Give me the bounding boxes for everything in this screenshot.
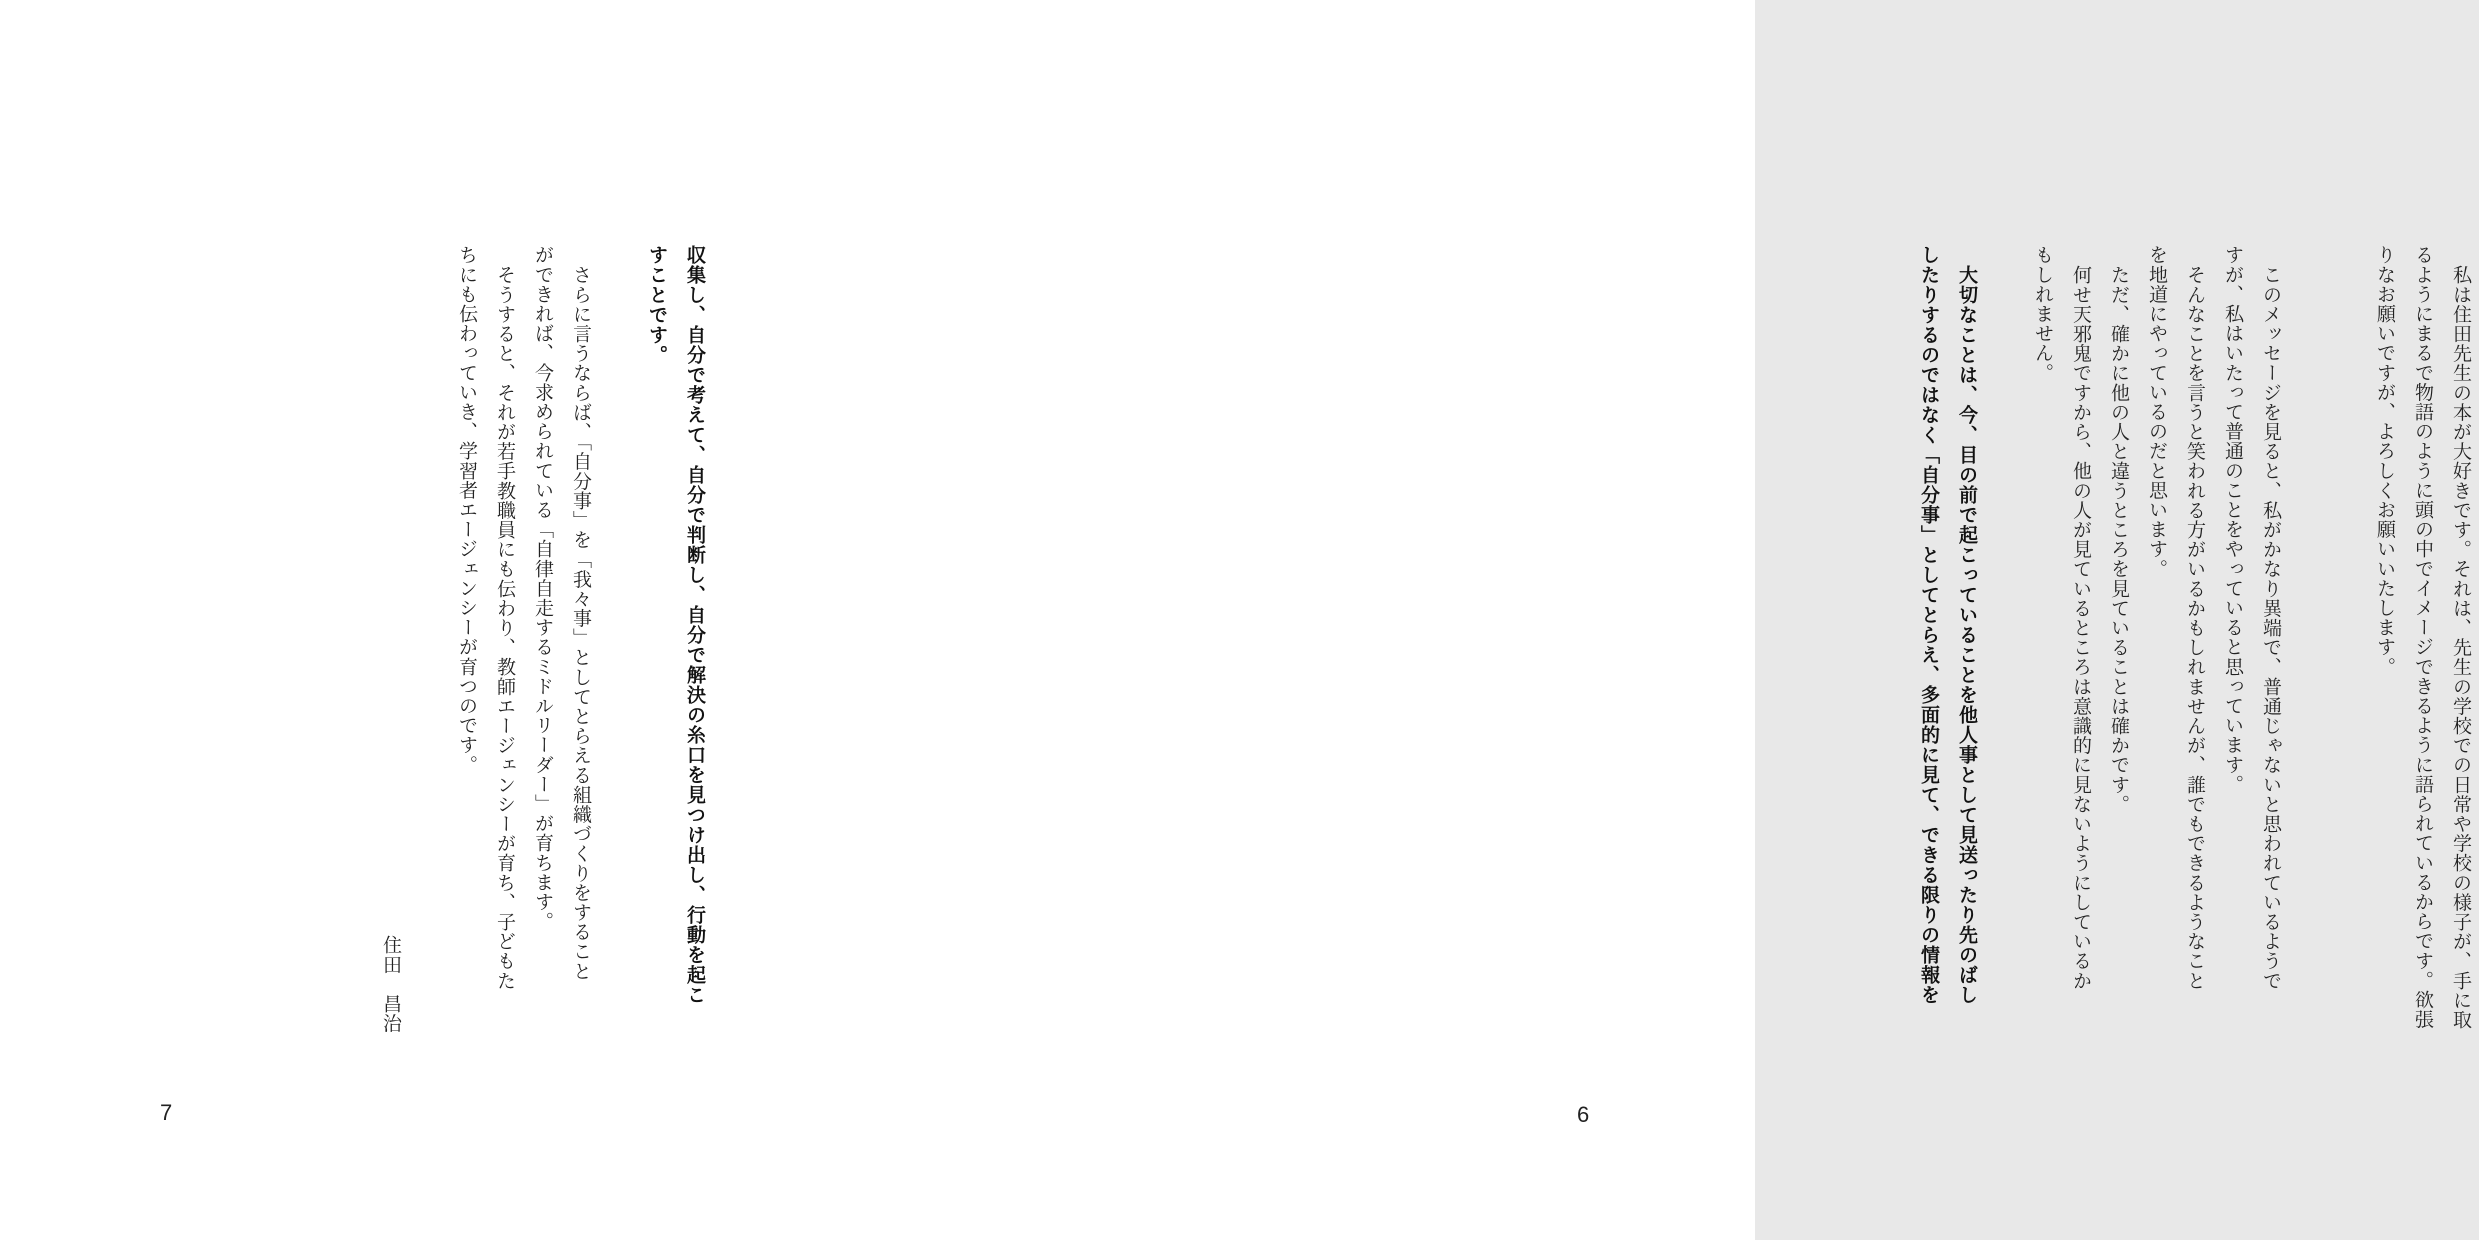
page-number-right: 6 <box>1577 1102 1590 1127</box>
text-column: このメッセージを見ると、私がかなり異端で、普通じゃないと思われているようで <box>2260 265 2281 991</box>
text-column: したりするのではなく「自分事」としてとらえ、多面的に見て、できる限りの情報を <box>1918 245 1939 1005</box>
text-column: 私は住田先生の本が大好きです。それは、先生の学校での日常や学校の様子が、手に取 <box>2450 265 2471 1030</box>
text-column: 何せ天邪鬼ですから、他の人が見ているところは意識的に見ないようにしているか <box>2070 265 2091 991</box>
text-column: 収集し、自分で考えて、自分で判断し、自分で解決の糸口を見つけ出し、行動を起こ <box>684 245 705 1005</box>
author-signature: 住田 昌治 <box>380 935 401 1033</box>
text-column: ちにも伝わっていき、学習者エージェンシーが育つのです。 <box>456 245 477 775</box>
text-column: すことです。 <box>646 245 667 365</box>
text-column: るようにまるで物語のように頭の中でイメージできるように語られているからです。欲張 <box>2412 245 2433 1029</box>
page-6 <box>878 0 2471 1240</box>
text-column: さらに言うならば、「自分事」を「我々事」としてとらえる組織づくりをすること <box>570 265 591 981</box>
text-column: 大切なことは、今、目の前で起こっていることを他人事として見送ったり先のばし <box>1956 265 1977 1005</box>
text-column: すが、私はいたって普通のことをやっていると思っています。 <box>2222 245 2243 794</box>
text-column: そんなことを言うと笑われる方がいるかもしれませんが、誰でもできるようなこと <box>2184 265 2205 991</box>
text-column: ができれば、今求められている「自律自走するミドルリーダー」が育ちます。 <box>532 245 553 931</box>
page-7 <box>0 0 877 1240</box>
text-column: そうすると、それが若手教職員にも伝わり、教師エージェンシーが育ち、子どもた <box>494 265 515 991</box>
text-column: もしれません。 <box>2032 245 2053 383</box>
page-number-left: 7 <box>160 1100 173 1125</box>
text-column: りなお願いですが、よろしくお願いいたします。 <box>2374 245 2395 677</box>
text-column: を地道にやっているのだと思います。 <box>2146 245 2167 579</box>
text-column: ただ、確かに他の人と違うところを見ていることは確かです。 <box>2108 265 2129 814</box>
